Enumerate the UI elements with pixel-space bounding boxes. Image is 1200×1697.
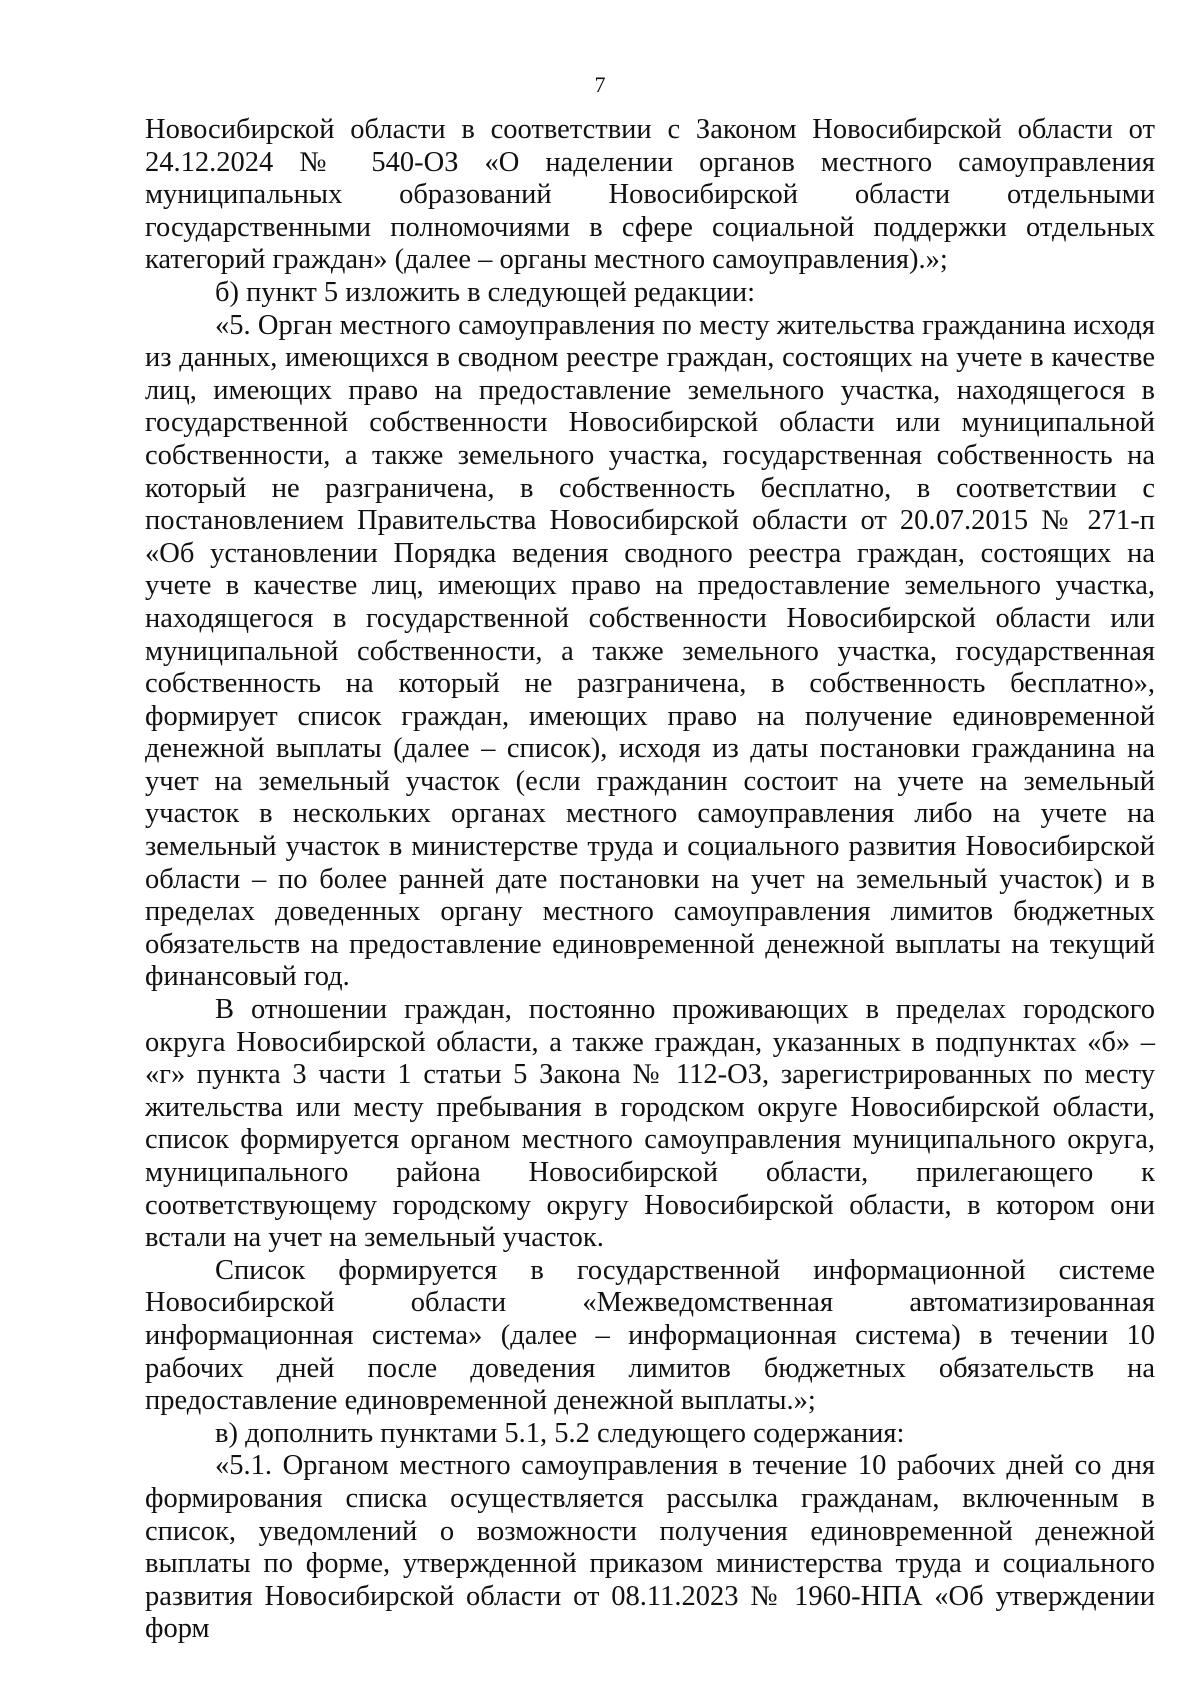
document-body <box>145 114 1155 1646</box>
paragraph-continuation: Новосибирской области в соответствии с Законом Новосибирской области от 24.12.2024 № 540-ОЗ «О наделении органов местного самоуправления муниципальных образований Новосибирской области отдельными государственными полномочиями в сфере социальной поддержки отдельных категорий граждан» (далее – органы местного самоуправления).»; <box>145 114 1155 276</box>
paragraph-item-5: «5. Орган местного самоуправления по месту жительства гражданина исходя из данных, имеющихся в сводном реестре граждан, состоящих на учете в качестве лиц, имеющих право на предоставление земельного участка, находящегося в государственной собственности Новосибирской области или муниципальной собственности, а также земельного участка, государственная собственность на который не разграничена, в собственность бесплатно, в соответствии с постановлением Правительства Новосибирской области от 20.07.2015 № 271-п «Об установлении Порядка ведения сводного реестра граждан, состоящих на учете в качестве лиц, имеющих право на предоставление земельного участка, находящегося в государственной собственности Новосибирской области или муниципальной собственности, а также земельного участка, государственная собственность на который не разграничена, в собственность бесплатно», формирует список граждан, имеющих право на получение единовременной денежной выплаты (далее – список), исходя из даты постановки гражданина на учет на земельный участок (если гражданин состоит на учете на земельный участок в нескольких органах местного самоуправления либо на учете на земельный участок в министерстве труда и социального развития Новосибирской области – по более ранней дате постановки на учет на земельный участок) и в пределах доведенных органу местного самоуправления лимитов бюджетных обязательств на предоставление единовременной денежной выплаты на текущий финансовый год. <box>145 309 1155 993</box>
paragraph-subitem-b: б) пункт 5 изложить в следующей редакции: <box>215 276 756 308</box>
paragraph-subitem-c: в) дополнить пунктами 5.1, 5.2 следующего содержания: <box>215 1417 905 1449</box>
paragraph-city-district: В отношении граждан, постоянно проживающих в пределах городского округа Новосибирской области, а также граждан, указанных в подпунктах «б» – «г» пункта 3 части 1 статьи 5 Закона № 112-ОЗ, зарегистрированных по месту жительства или месту пребывания в городском округе Новосибирской области, список формируется органом местного самоуправления муниципального округа, муниципального района Новосибирской области, прилегающего к соответствующему городскому округу Новосибирской области, в котором они встали на учет на земельный участок. <box>145 994 1155 1254</box>
paragraph-information-system: Список формируется в государственной информационной системе Новосибирской области «Межведомственная автоматизированная информационная система» (далее – информационная система) в течении 10 рабочих дней после доведения лимитов бюджетных обязательств на предоставление единовременной денежной выплаты.»; <box>145 1254 1155 1417</box>
paragraph-item-5-1: «5.1. Органом местного самоуправления в течение 10 рабочих дней со дня формирования списка осуществляется рассылка гражданам, включенным в список, уведомлений о возможности получения единовременной денежной выплаты по форме, утвержденной приказом министерства труда и социального развития Новосибирской области от 08.11.2023 № 1960-НПА «Об утверждении форм <box>145 1450 1155 1645</box>
page-number: 7 <box>594 72 606 97</box>
